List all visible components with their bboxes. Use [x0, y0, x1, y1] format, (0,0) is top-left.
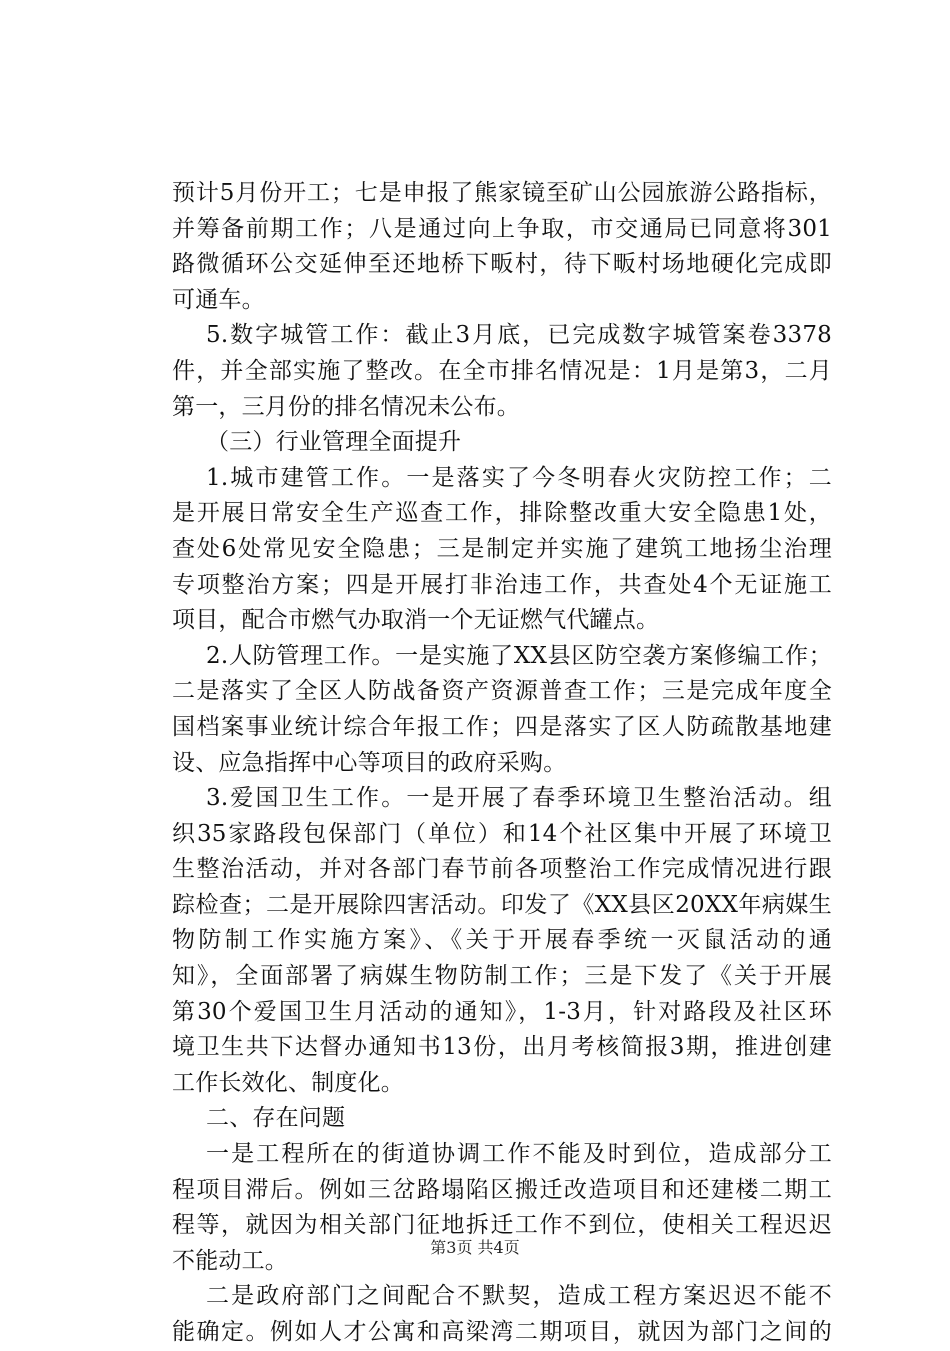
text-line: 程项目滞后。例如三岔路塌陷区搬迁改造项目和还建楼二期工	[172, 1176, 832, 1203]
text-line: 物防制工作实施方案》、《关于开展春季统一灭鼠活动的通	[172, 927, 832, 954]
text-line: 件，并全部实施了整改。在全市排名情况是：1月是第3，二月	[172, 357, 832, 384]
text-line: 1.城市建管工作。一是落实了今冬明春火灾防控工作；二	[206, 464, 832, 491]
text-line: 2.人防管理工作。一是实施了XX县区防空袭方案修编工作；	[206, 642, 832, 669]
text-line: 第一，三月份的排名情况未公布。	[172, 393, 520, 420]
text-line: 项目，配合市燃气办取消一个无证燃气代罐点。	[172, 607, 660, 634]
text-line: 3.爱国卫生工作。一是开展了春季环境卫生整治活动。组	[206, 785, 832, 812]
text-line: 是开展日常安全生产巡查工作，排除整改重大安全隐患1处，	[172, 500, 832, 527]
text-line: 可通车。	[172, 286, 265, 313]
text-line: 查处6处常见安全隐患；三是制定并实施了建筑工地扬尘治理	[172, 535, 832, 562]
text-line: 一是工程所在的街道协调工作不能及时到位，造成部分工	[206, 1141, 832, 1168]
text-line: 程等，就因为相关部门征地拆迁工作不到位，使相关工程迟迟	[172, 1212, 832, 1239]
text-line: 国档案事业统计综合年报工作；四是落实了区人防疏散基地建	[172, 713, 832, 740]
text-line: 5.数字城管工作：截止3月底，已完成数字城管案卷3378	[206, 322, 832, 349]
text-line: 踪检查；二是开展除四害活动。印发了《XX县区20XX年病媒生	[172, 891, 832, 918]
page-number-footer: 第3页 共4页	[430, 1238, 520, 1257]
text-line: 二是落实了全区人防战备资产资源普查工作；三是完成年度全	[172, 678, 832, 705]
section-heading: 二、存在问题	[206, 1105, 346, 1132]
text-line: 织35家路段包保部门（单位）和14个社区集中开展了环境卫	[172, 820, 832, 847]
text-line: 生整治活动，并对各部门春节前各项整治工作完成情况进行跟	[172, 856, 832, 883]
text-line: 能确定。例如人才公寓和高梁湾二期项目，就因为部门之间的	[172, 1319, 832, 1345]
text-line: 第30个爱国卫生月活动的通知》，1-3月，针对路段及社区环	[172, 998, 832, 1025]
document-body	[172, 176, 832, 1351]
text-line: 境卫生共下达督办通知书13份，出月考核简报3期，推进创建	[172, 1034, 832, 1061]
text-line: 并筹备前期工作；八是通过向上争取，市交通局已同意将301	[172, 215, 832, 242]
text-line: 路微循环公交延伸至还地桥下畈村，待下畈村场地硬化完成即	[172, 251, 832, 278]
text-line: 设、应急指挥中心等项目的政府采购。	[172, 749, 567, 776]
text-line: 专项整治方案；四是开展打非治违工作，共查处4个无证施工	[172, 571, 832, 598]
text-line: 不能动工。	[172, 1247, 288, 1274]
section-heading: （三）行业管理全面提升	[206, 429, 462, 456]
text-line: 工作长效化、制度化。	[172, 1069, 404, 1096]
text-line: 二是政府部门之间配合不默契，造成工程方案迟迟不能不	[206, 1283, 832, 1310]
text-line: 知》，全面部署了病媒生物防制工作；三是下发了《关于开展	[172, 963, 832, 990]
text-line: 预计5月份开工；七是申报了熊家镜至矿山公园旅游公路指标，	[172, 180, 832, 206]
